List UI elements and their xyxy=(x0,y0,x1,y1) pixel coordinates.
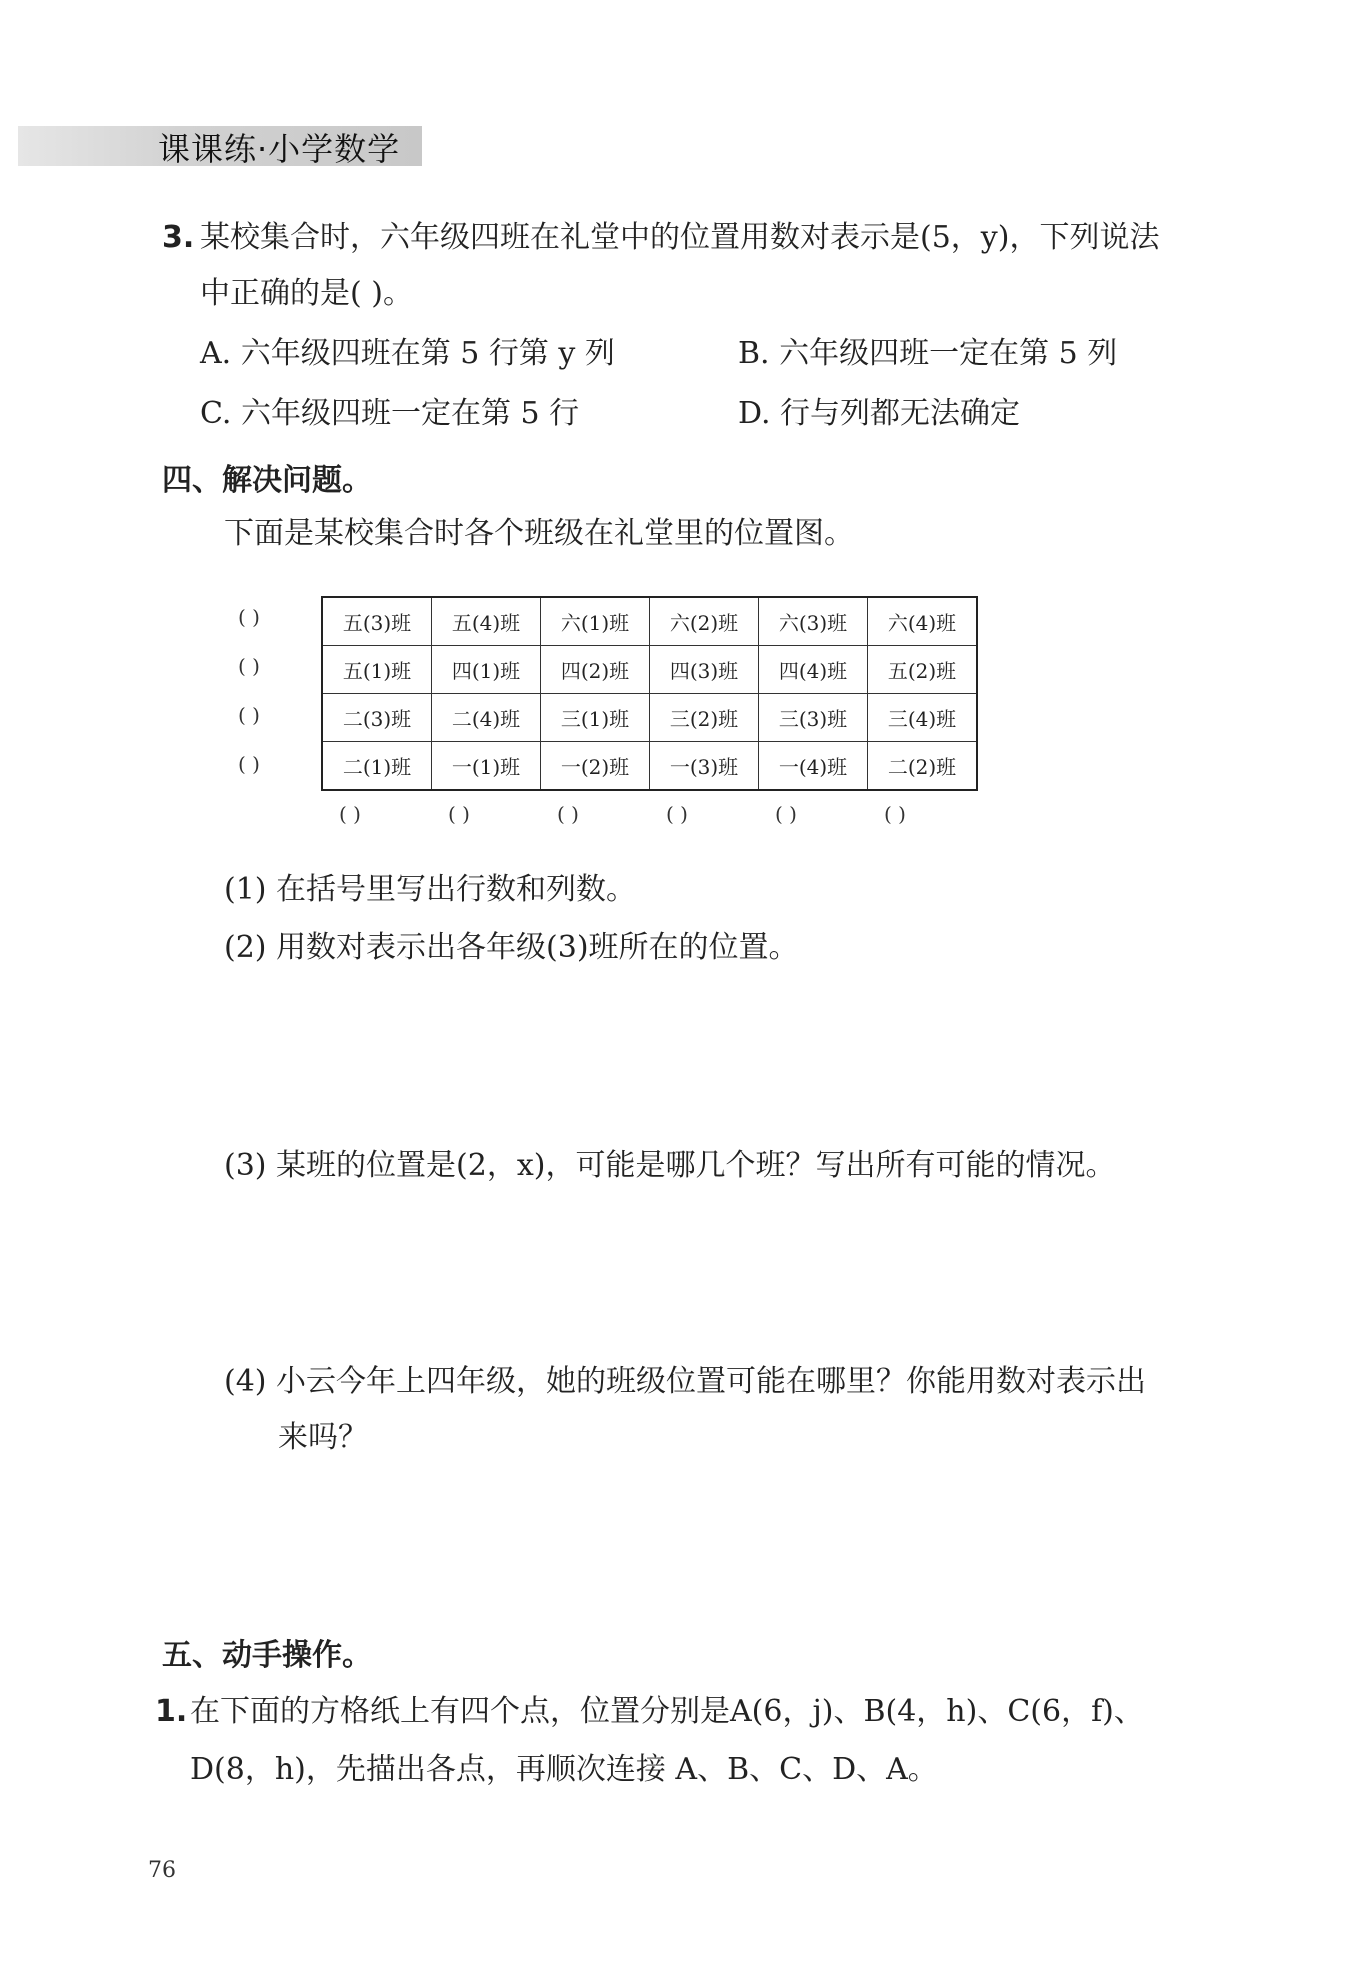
grid-cell: 六(2)班 xyxy=(650,597,759,646)
q3-line2: 中正确的是( )。 xyxy=(200,276,413,311)
grid-row xyxy=(322,646,977,694)
section5-title: 五、动手操作。 xyxy=(162,1638,372,1673)
grid-cell: 四(3)班 xyxy=(650,646,759,694)
grid-cell: 六(3)班 xyxy=(759,597,868,646)
col-label-paren: ( ) xyxy=(884,802,906,826)
grid-row xyxy=(322,597,977,646)
section5-q1-line1: 在下面的方格纸上有四个点，位置分别是A(6，j)、B(4，h)、C(6，f)、 xyxy=(190,1694,1144,1729)
grid-cell: 五(1)班 xyxy=(322,646,432,694)
grid-cell: 一(3)班 xyxy=(650,742,759,791)
grid-cell: 三(2)班 xyxy=(650,694,759,742)
col-label-paren: ( ) xyxy=(775,802,797,826)
grid-cell: 三(4)班 xyxy=(868,694,978,742)
grid-cell: 四(2)班 xyxy=(541,646,650,694)
q3-option-a: A. 六年级四班在第 5 行第 y 列 xyxy=(200,336,615,371)
grid-cell: 五(2)班 xyxy=(868,646,978,694)
row-label-paren: ( ) xyxy=(238,654,260,678)
section5-q1-line2: D(8，h)，先描出各点，再顺次连接 A、B、C、D、A。 xyxy=(190,1752,938,1787)
grid-cell: 一(4)班 xyxy=(759,742,868,791)
grid-cell: 五(3)班 xyxy=(322,597,432,646)
q3-number: 3. xyxy=(162,220,195,255)
grid-cell: 一(1)班 xyxy=(432,742,541,791)
grid-cell: 二(2)班 xyxy=(868,742,978,791)
section4-title: 四、解决问题。 xyxy=(162,463,372,498)
sub-question-3: (3) 某班的位置是(2，x)，可能是哪几个班？写出所有可能的情况。 xyxy=(224,1148,1116,1183)
grid-cell: 一(2)班 xyxy=(541,742,650,791)
grid-cell: 五(4)班 xyxy=(432,597,541,646)
col-label-paren: ( ) xyxy=(448,802,470,826)
grid-cell: 六(4)班 xyxy=(868,597,978,646)
grid-row xyxy=(322,694,977,742)
sub-question-4-line1: (4) 小云今年上四年级，她的班级位置可能在哪里？你能用数对表示出 xyxy=(224,1364,1147,1399)
grid-cell: 四(1)班 xyxy=(432,646,541,694)
grid-cell: 二(1)班 xyxy=(322,742,432,791)
q3-line1: 某校集合时，六年级四班在礼堂中的位置用数对表示是(5，y)，下列说法 xyxy=(200,220,1160,255)
row-label-paren: ( ) xyxy=(238,703,260,727)
grid-cell: 三(1)班 xyxy=(541,694,650,742)
col-label-paren: ( ) xyxy=(557,802,579,826)
grid-cell: 四(4)班 xyxy=(759,646,868,694)
q3-option-b: B. 六年级四班一定在第 5 列 xyxy=(738,336,1118,371)
section5-q1-number: 1. xyxy=(155,1694,188,1729)
grid-cell: 六(1)班 xyxy=(541,597,650,646)
sub-question-4-line2: 来吗？ xyxy=(278,1420,368,1455)
grid-cell: 二(4)班 xyxy=(432,694,541,742)
grid-cell: 三(3)班 xyxy=(759,694,868,742)
header-title: 课课练·小学数学 xyxy=(158,130,401,168)
q3-option-c: C. 六年级四班一定在第 5 行 xyxy=(200,396,580,431)
row-label-paren: ( ) xyxy=(238,752,260,776)
sub-question-2: (2) 用数对表示出各年级(3)班所在的位置。 xyxy=(224,930,799,965)
grid-row xyxy=(322,742,977,791)
row-label-paren: ( ) xyxy=(238,605,260,629)
seating-grid xyxy=(321,596,978,791)
sub-question-1: (1) 在括号里写出行数和列数。 xyxy=(224,872,637,907)
col-label-paren: ( ) xyxy=(339,802,361,826)
section4-intro: 下面是某校集合时各个班级在礼堂里的位置图。 xyxy=(224,516,854,551)
q3-option-d: D. 行与列都无法确定 xyxy=(738,396,1021,431)
page-number: 76 xyxy=(148,1858,176,1883)
col-label-paren: ( ) xyxy=(666,802,688,826)
grid-cell: 二(3)班 xyxy=(322,694,432,742)
